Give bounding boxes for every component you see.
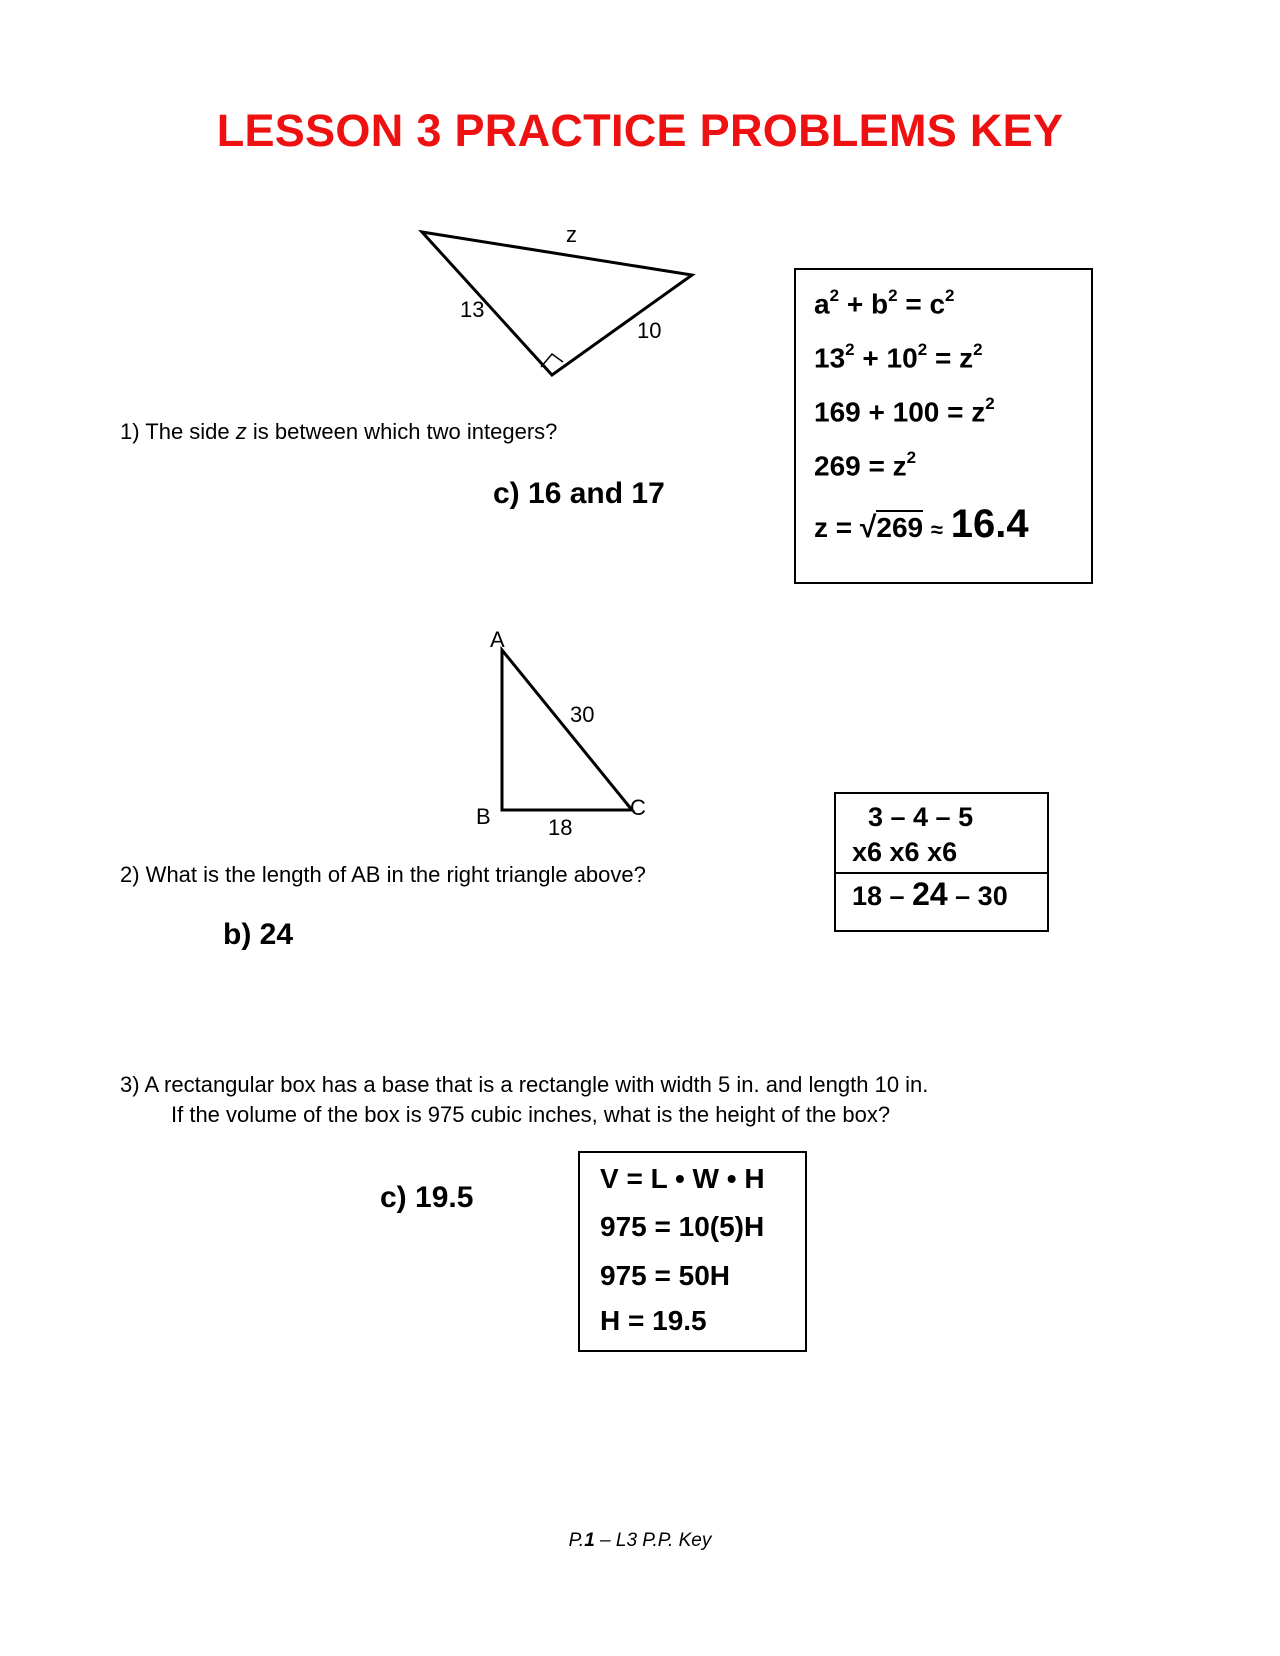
question-3-line-2: If the volume of the box is 975 cubic inches, what is the height of the box? bbox=[171, 1102, 891, 1127]
scaled-row: 18 – 24 – 30 bbox=[852, 876, 1008, 912]
page-title: LESSON 3 PRACTICE PROBLEMS KEY bbox=[216, 105, 1064, 156]
squares-line: $169 + 100 = z^2$ bbox=[814, 394, 995, 428]
answer-2: b) 24 bbox=[223, 918, 294, 951]
volume-formula: V = L • W • H bbox=[600, 1163, 765, 1194]
triangle-2-shape bbox=[502, 650, 632, 810]
answer-3: c) 19.5 bbox=[380, 1181, 474, 1214]
page-number: 1 bbox=[584, 1530, 595, 1551]
side-10-label: 10 bbox=[637, 318, 662, 343]
question-1-variable: z bbox=[235, 419, 247, 444]
question-1-pre: 1) The side bbox=[120, 419, 236, 444]
work-box-3 bbox=[578, 1151, 807, 1352]
result-line: z = √269 ≈ 16.4 bbox=[814, 502, 1029, 546]
work-box-1 bbox=[794, 268, 1093, 584]
result-value: 16.4 bbox=[950, 502, 1029, 546]
question-1-post: is between which two integers? bbox=[246, 419, 558, 444]
substitution-line: $13^2 + 10^2 = z^2$ bbox=[814, 340, 983, 374]
side-13-label: 13 bbox=[460, 297, 485, 322]
hypotenuse-30-label: 30 bbox=[570, 702, 595, 727]
triangle-figure-2 bbox=[470, 620, 670, 840]
question-3-line-1: 3) A rectangular box has a base that is a rectangle with width 5 in. and length 10 in. bbox=[120, 1072, 929, 1097]
question-2: 2) What is the length of AB in the right triangle above? bbox=[120, 862, 646, 887]
side-z-label: z bbox=[566, 222, 577, 247]
question-1 bbox=[120, 419, 557, 445]
pythagorean-formula: $a^2 + b^2 = c^2$ bbox=[814, 286, 955, 320]
volume-simplified: 975 = 50H bbox=[600, 1260, 730, 1291]
work-box-2-divider bbox=[836, 872, 1047, 874]
triple-row: 3 – 4 – 5 bbox=[868, 802, 974, 832]
triangle-figure-1 bbox=[400, 210, 720, 385]
multiplier-row: x6 x6 x6 bbox=[852, 837, 958, 867]
answer-1: c) 16 and 17 bbox=[493, 477, 665, 510]
base-18-label: 18 bbox=[548, 815, 573, 840]
vertex-b-label: B bbox=[476, 804, 491, 829]
sum-line: $269 = z^2$ bbox=[814, 448, 917, 482]
volume-substitution: 975 = 10(5)H bbox=[600, 1211, 765, 1242]
page-footer: P.1 – L3 P.P. Key bbox=[568, 1530, 712, 1551]
sqrt-sign: √ bbox=[859, 511, 877, 544]
vertex-a-label: A bbox=[490, 627, 505, 652]
radicand: 269 bbox=[876, 512, 924, 543]
height-result: H = 19.5 bbox=[600, 1305, 707, 1336]
work-box-2 bbox=[834, 792, 1049, 932]
vertex-c-label: C bbox=[630, 795, 646, 820]
